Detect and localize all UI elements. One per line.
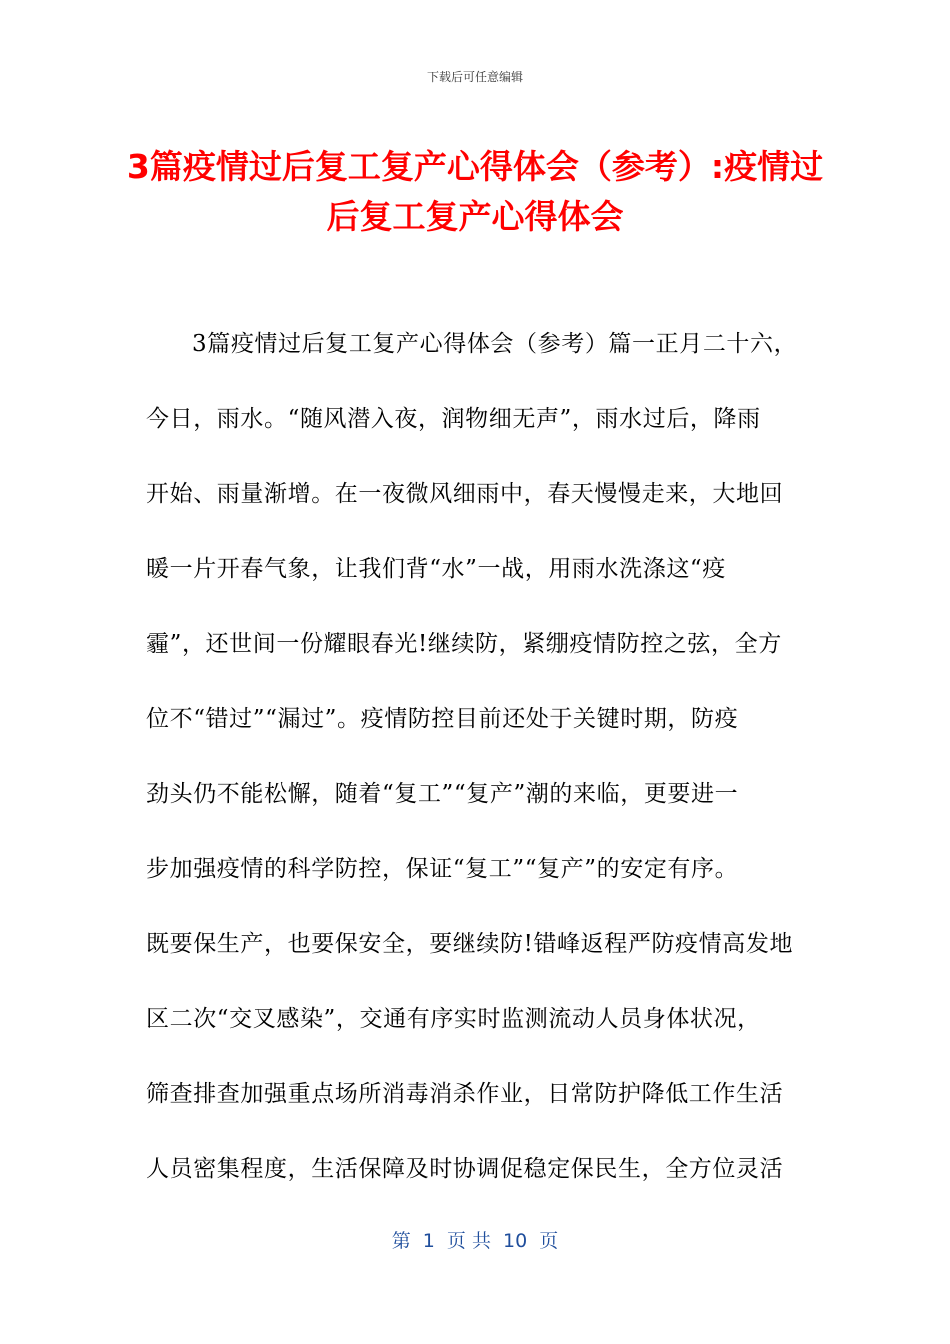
body-line: 人员密集程度，生活保障及时协调促稳定保民生，全方位灵活 [146,1156,784,1182]
header-note: 下载后可任意编辑 [426,70,523,84]
body-line: 暖一片开春气象，让我们背“水”一战，用雨水洗涤这“疫 [146,556,726,582]
body-line: 步加强疫情的科学防控，保证“复工”“复产”的安定有序。 [146,856,739,882]
body-line: 开始、雨量渐增。在一夜微风细雨中，春天慢慢走来，大地回 [146,481,784,507]
document-body [146,322,806,1222]
body-line: 既要保生产，也要保安全，要继续防!错峰返程严防疫情高发地 [146,931,794,957]
body-line: 位不“错过”“漏过”。疫情防控目前还处于关键时期，防疫 [146,706,739,732]
body-line: 霾”，还世间一份耀眼春光!继续防，紧绷疫情防控之弦，全方 [146,631,782,657]
page-number-footer: 第 1 页 共 10 页 [391,1230,559,1252]
document-title: 3篇疫情过后复工复产心得体会（参考）:疫情过后复工复产心得体会 [126,147,824,236]
body-line: 筛查排查加强重点场所消毒消杀作业，日常防护降低工作生活 [146,1081,784,1107]
body-line: 劲头仍不能松懈，随着“复工”“复产”潮的来临，更要进一 [146,781,739,807]
body-line: 区二次“交叉感染”，交通有序实时监测流动人员身体状况， [146,1006,761,1032]
body-line: 3篇疫情过后复工复产心得体会（参考）篇一正月二十六， [192,331,798,357]
body-line: 今日，雨水。“随风潜入夜，润物细无声”，雨水过后，降雨 [146,406,761,432]
